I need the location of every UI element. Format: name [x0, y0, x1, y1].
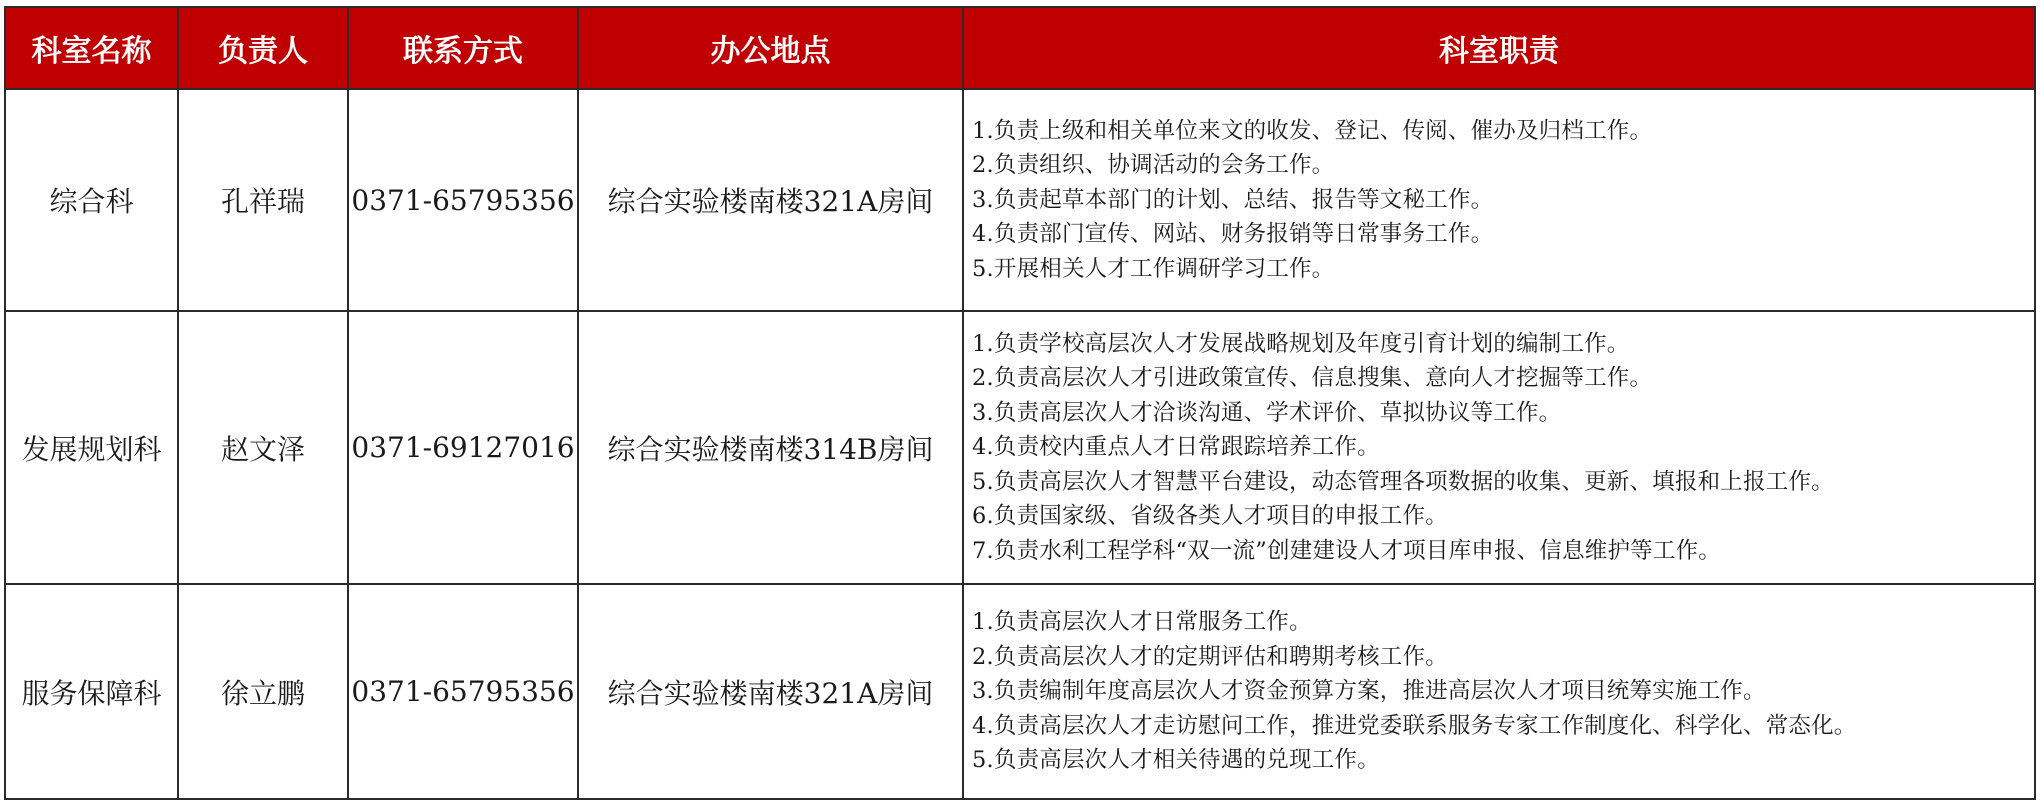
responsibility-item: 1.负责学校高层次人才发展战略规划及年度引育计划的编制工作。: [972, 331, 1630, 358]
responsibility-item: 6.负责国家级、省级各类人才项目的申报工作。: [972, 503, 1448, 530]
responsibility-item: 4.负责校内重点人才日常跟踪培养工作。: [972, 434, 1380, 461]
table-header-row: [5, 7, 2035, 89]
responsibility-item: 5.负责高层次人才智慧平台建设，动态管理各项数据的收集、更新、填报和上报工作。: [972, 468, 1834, 495]
responsibilities-cell: [963, 311, 2035, 584]
department-name-cell: 发展规划科: [5, 311, 178, 584]
phone-cell: 0371-65795356: [348, 584, 578, 799]
responsibility-item: 3.负责高层次人才洽谈沟通、学术评价、草拟协议等工作。: [972, 399, 1562, 426]
department-name-cell: 服务保障科: [5, 584, 178, 799]
header-office-location: 办公地点: [578, 7, 963, 89]
person-in-charge-cell: 赵文泽: [178, 311, 348, 584]
phone-cell: 0371-65795356: [348, 89, 578, 311]
responsibility-item: 4.负责高层次人才走访慰问工作，推进党委联系服务专家工作制度化、科学化、常态化。: [972, 712, 1857, 739]
header-person-in-charge: 负责人: [178, 7, 348, 89]
person-in-charge-cell: 孔祥瑞: [178, 89, 348, 311]
office-location-cell: 综合实验楼南楼321A房间: [578, 584, 963, 799]
responsibility-item: 3.负责起草本部门的计划、总结、报告等文秘工作。: [972, 186, 1494, 213]
responsibility-item: 1.负责上级和相关单位来文的收发、登记、传阅、催办及归档工作。: [972, 117, 1653, 144]
responsibilities-list: [972, 327, 2028, 568]
department-name-cell: 综合科: [5, 89, 178, 311]
responsibility-item: 2.负责高层次人才的定期评估和聘期考核工作。: [972, 643, 1448, 670]
department-table: [4, 6, 2036, 800]
responsibility-item: 7.负责水利工程学科“双一流”创建建设人才项目库申报、信息维护等工作。: [972, 537, 1721, 564]
responsibilities-list: [972, 114, 2028, 286]
responsibilities-cell: [963, 89, 2035, 311]
responsibilities-cell: [963, 584, 2035, 799]
responsibility-item: 4.负责部门宣传、网站、财务报销等日常事务工作。: [972, 221, 1494, 248]
table-row: [5, 584, 2035, 799]
office-location-cell: 综合实验楼南楼314B房间: [578, 311, 963, 584]
phone-cell: 0371-69127016: [348, 311, 578, 584]
responsibility-item: 2.负责组织、协调活动的会务工作。: [972, 152, 1335, 179]
responsibility-item: 5.开展相关人才工作调研学习工作。: [972, 255, 1335, 282]
responsibility-item: 1.负责高层次人才日常服务工作。: [972, 609, 1312, 636]
responsibility-item: 3.负责编制年度高层次人才资金预算方案，推进高层次人才项目统筹实施工作。: [972, 678, 1766, 705]
responsibility-item: 5.负责高层次人才相关待遇的兑现工作。: [972, 747, 1380, 774]
header-contact: 联系方式: [348, 7, 578, 89]
table-row: [5, 311, 2035, 584]
responsibilities-list: [972, 605, 2028, 777]
responsibility-item: 2.负责高层次人才引进政策宣传、信息搜集、意向人才挖掘等工作。: [972, 365, 1653, 392]
person-in-charge-cell: 徐立鹏: [178, 584, 348, 799]
office-location-cell: 综合实验楼南楼321A房间: [578, 89, 963, 311]
table-row: [5, 89, 2035, 311]
header-department-name: 科室名称: [5, 7, 178, 89]
header-responsibilities: 科室职责: [963, 7, 2035, 89]
